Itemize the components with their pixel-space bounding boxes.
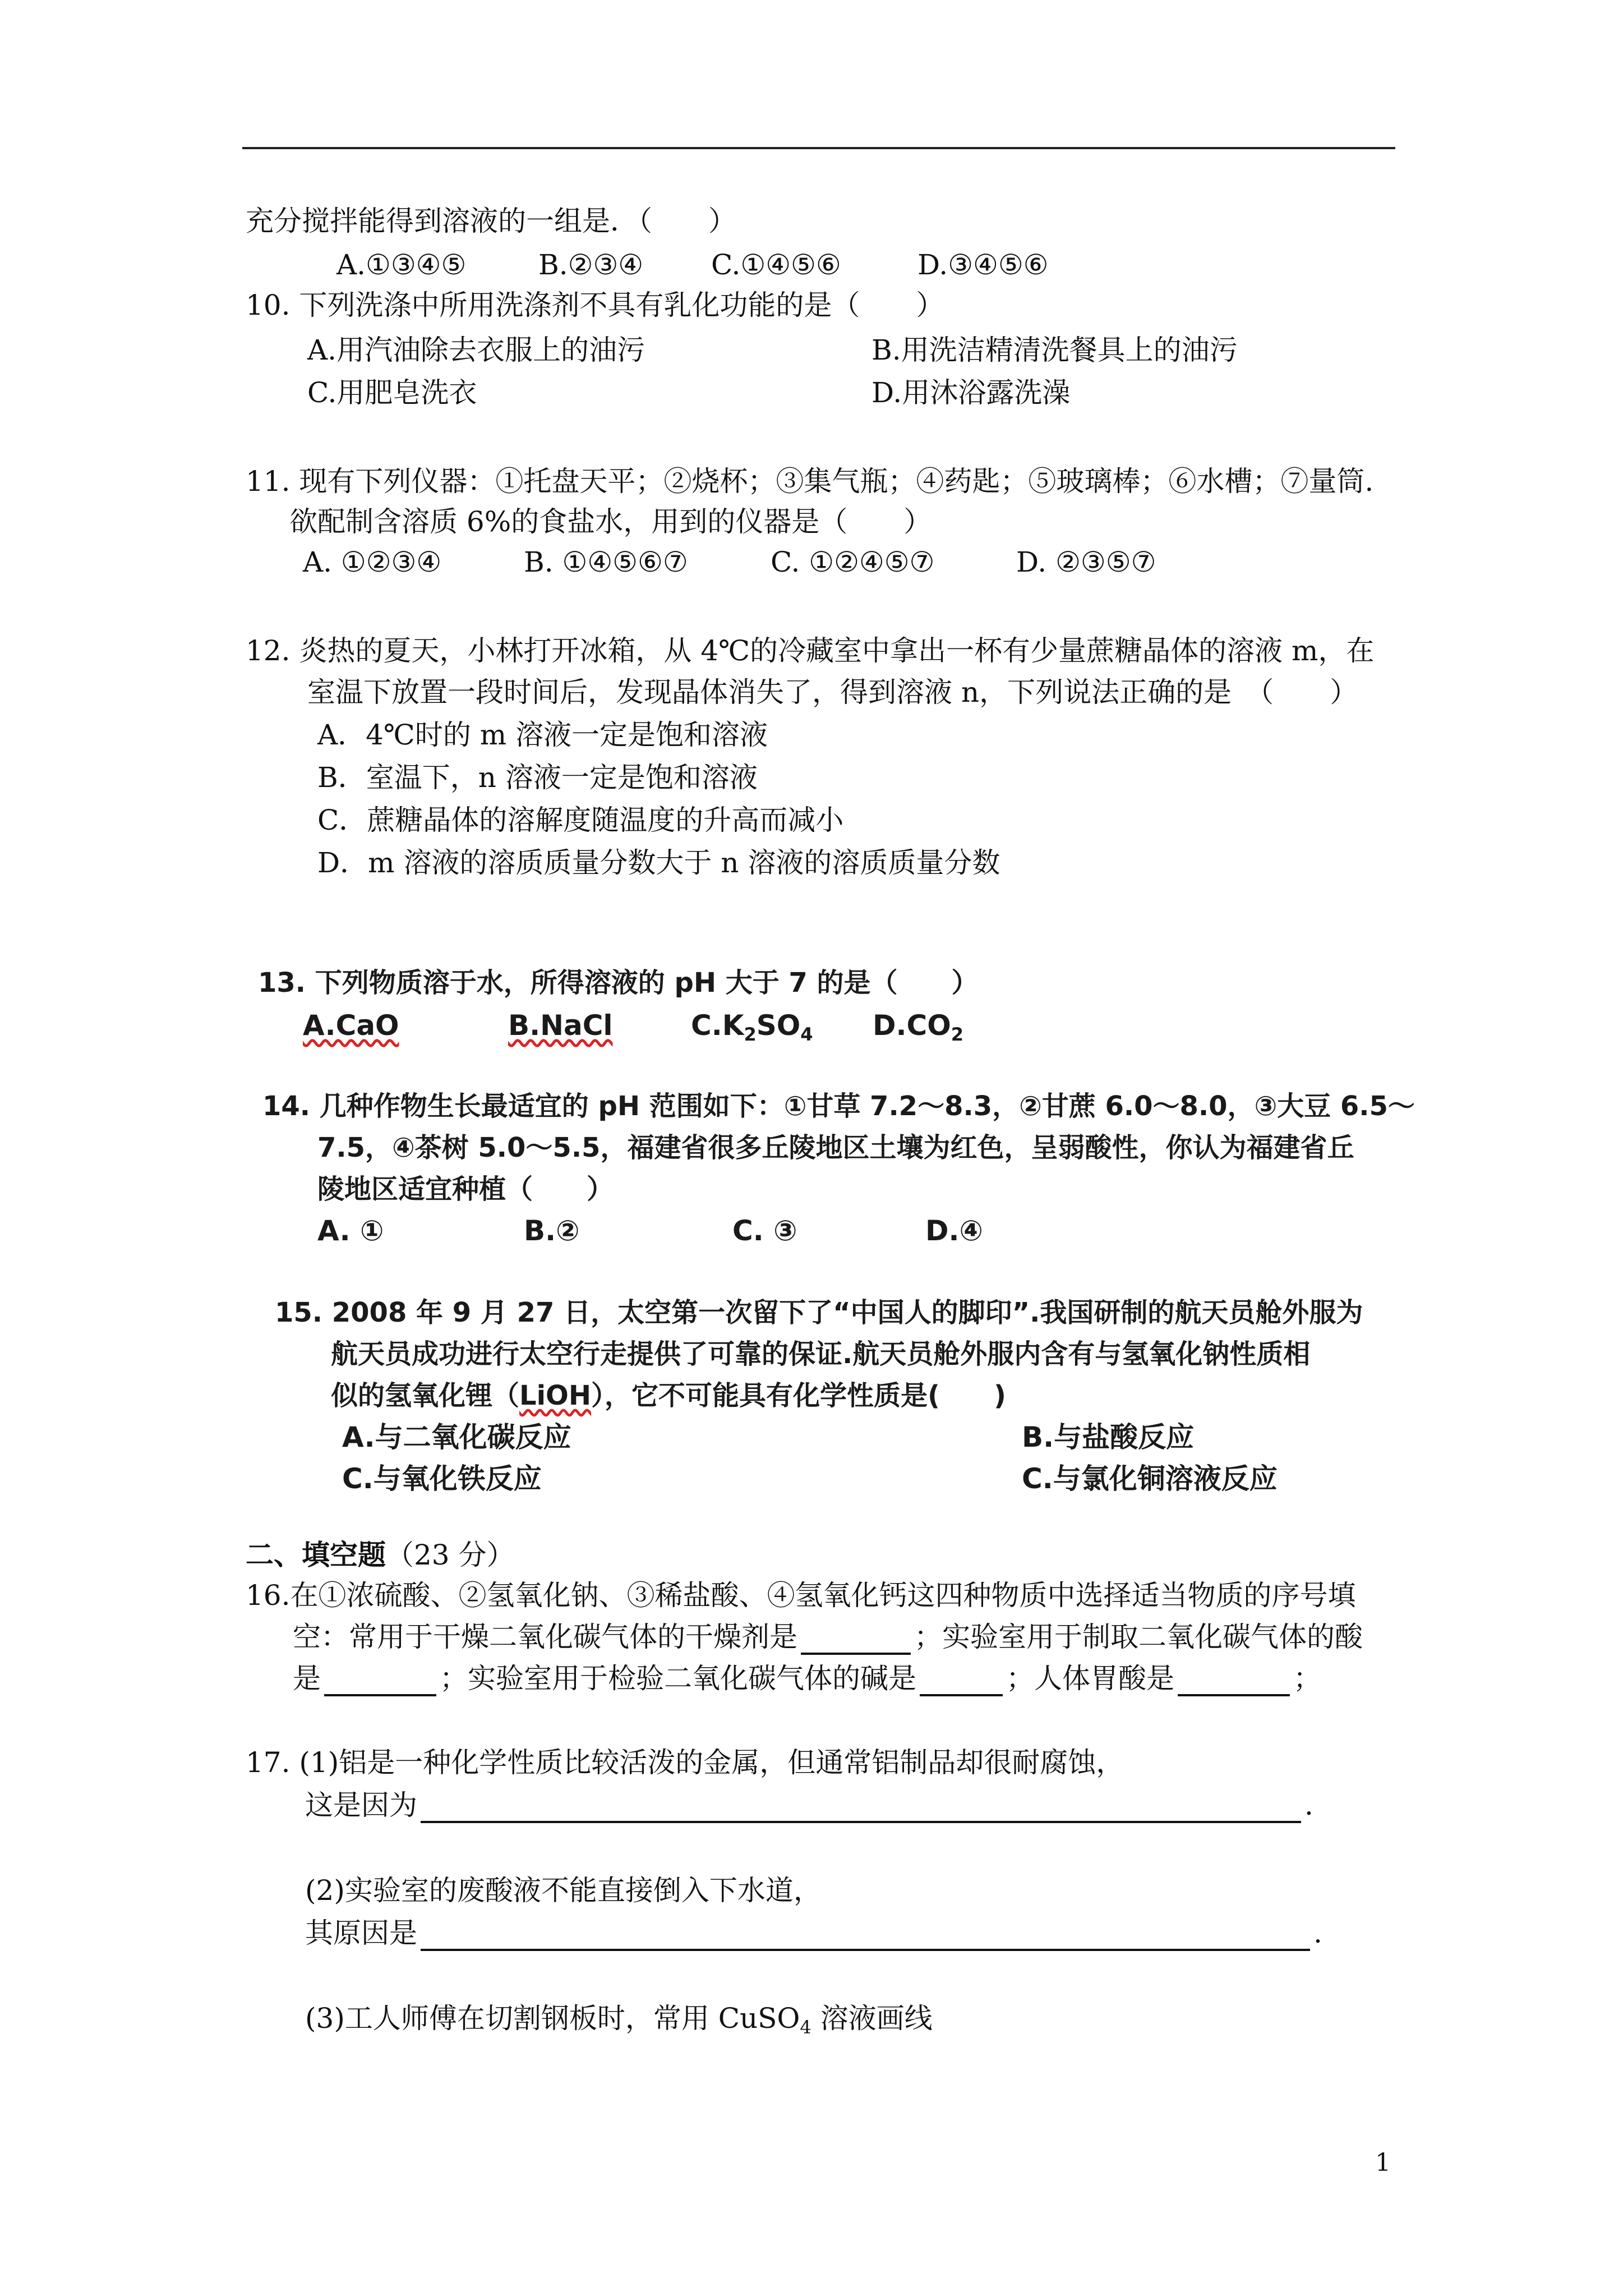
q12-stem-line2: 室温下放置一段时间后，发现晶体消失了，得到溶液 n，下列说法正确的是 （ ） <box>307 676 1358 708</box>
q12-option-d: D．m 溶液的溶质质量分数大于 n 溶液的溶质质量分数 <box>317 846 1000 879</box>
q13-option-b <box>508 1007 613 1043</box>
q15-stem-line3 <box>331 1378 1006 1414</box>
q9-option-b: B.②③④ <box>538 249 644 281</box>
q15-option-a: A.与二氧化碳反应 <box>342 1421 571 1453</box>
page-number: 1 <box>1375 2148 1391 2177</box>
q11-option-a: A. ①②③④ <box>303 546 442 578</box>
q12-option-a: A．4℃时的 m 溶液一定是饱和溶液 <box>317 719 768 751</box>
q9-line: 充分搅拌能得到溶液的一组是．（ ） <box>246 205 736 237</box>
q14-option-c: C. ③ <box>732 1214 797 1247</box>
q11-stem-line2: 欲配制含溶质 6%的食盐水，用到的仪器是（ ） <box>289 505 932 538</box>
q16-blank-2[interactable] <box>324 1665 436 1696</box>
q13-option-a-text: A.CaO <box>303 1009 399 1042</box>
q13-option-b-text: B.NaCl <box>508 1009 613 1042</box>
q12-option-c: C．蔗糖晶体的溶解度随温度的升高而减小 <box>317 804 844 836</box>
q16-blank-3[interactable] <box>920 1665 1003 1696</box>
q14-option-d: D.④ <box>925 1214 983 1247</box>
q13-option-c-sub1: 2 <box>744 1024 757 1045</box>
q16-line2 <box>293 1619 1363 1655</box>
q16-line3-text-d: ； <box>1293 1662 1321 1695</box>
q17-blank-2[interactable] <box>421 1920 1310 1951</box>
q13-stem: 13. 下列物质溶于水，所得溶液的 pH 大于 7 的是（ ） <box>258 967 979 999</box>
section-2-title: 二、填空题 <box>246 1539 386 1571</box>
q13-option-c <box>691 1007 813 1052</box>
q16-line3-text-c: ；人体胃酸是 <box>1006 1662 1174 1695</box>
q15-option-d: C.与氯化铜溶液反应 <box>1022 1462 1278 1495</box>
q17-part1-line2 <box>305 1787 1313 1823</box>
q17-part1-end: . <box>1304 1789 1313 1821</box>
q10-option-c: C.用肥皂洗衣 <box>307 376 477 409</box>
q17-part3-line <box>305 2000 933 2045</box>
q9-option-c: C.①④⑤⑥ <box>711 249 841 281</box>
q13-option-d-sub: 2 <box>951 1024 963 1045</box>
q17-part2-label: 其原因是 <box>305 1917 417 1949</box>
q13-option-c-prefix: C.K <box>691 1009 744 1042</box>
q11-option-b: B. ①④⑤⑥⑦ <box>524 546 688 578</box>
q16-line2-text-b: ；实验室用于制取二氧化碳气体的酸 <box>914 1621 1363 1653</box>
q15-option-b: B.与盐酸反应 <box>1022 1421 1195 1453</box>
q9-option-a: A.①③④⑤ <box>336 249 467 281</box>
q9-option-d: D.③④⑤⑥ <box>917 249 1049 281</box>
q15-option-c: C.与氧化铁反应 <box>342 1462 542 1495</box>
q13-option-d-prefix: D.CO <box>873 1009 951 1042</box>
q17-part1-line1: 17. (1)铝是一种化学性质比较活泼的金属，但通常铝制品却很耐腐蚀， <box>246 1746 1124 1779</box>
q17-part3-suffix: 溶液画线 <box>811 2002 933 2035</box>
q16-line3 <box>293 1660 1321 1696</box>
q14-stem-line3: 陵地区适宜种植（ ） <box>317 1174 614 1205</box>
q17-part1-label: 这是因为 <box>305 1789 417 1821</box>
q11-stem-line1: 11. 现有下列仪器：①托盘天平；②烧杯；③集气瓶；④药匙；⑤玻璃棒；⑥水槽；⑦量筒. <box>246 465 1374 498</box>
section-2-heading <box>246 1537 515 1573</box>
q16-blank-1[interactable] <box>801 1623 911 1655</box>
section-2-score: （23 分） <box>386 1539 515 1571</box>
q13-option-c-mid: SO <box>756 1009 801 1042</box>
q14-option-b: B.② <box>524 1214 580 1247</box>
q11-option-c: C. ①②④⑤⑦ <box>771 546 935 578</box>
q16-line3-text-a: 是 <box>293 1662 321 1695</box>
q17-part2-line1: (2)实验室的废酸液不能直接倒入下水道， <box>305 1874 822 1907</box>
q14-option-a: A. ① <box>317 1214 384 1247</box>
q13-option-d <box>873 1007 963 1052</box>
q10-option-b: B.用洗洁精清洗餐具上的油污 <box>872 334 1238 366</box>
q10-option-d: D.用沐浴露洗澡 <box>872 376 1071 409</box>
q13-option-c-sub2: 4 <box>800 1024 813 1045</box>
q14-stem-line2: 7.5，④茶树 5.0～5.5，福建省很多丘陵地区土壤为红色，呈弱酸性，你认为福建省丘 <box>317 1132 1354 1163</box>
q15-stem-line3-prefix: 似的氢氧化锂（ <box>331 1380 520 1411</box>
q15-stem-line2: 航天员成功进行太空行走提供了可靠的保证.航天员舱外服内含有与氢氧化钠性质相 <box>331 1338 1311 1370</box>
q17-part3-prefix: (3)工人师傅在切割钢板时，常用 CuSO <box>305 2002 800 2035</box>
q15-stem-line3-suffix: ），它不可能具有化学性质是( ) <box>591 1380 1006 1411</box>
q16-line1: 16.在①浓硫酸、②氢氧化钠、③稀盐酸、④氢氧化钙这四种物质中选择适当物质的序号填 <box>246 1579 1356 1612</box>
q12-option-b: B．室温下，n 溶液一定是饱和溶液 <box>317 761 758 794</box>
header-rule <box>242 147 1395 149</box>
q16-blank-4[interactable] <box>1178 1665 1290 1696</box>
q15-formula: LiOH <box>519 1380 592 1411</box>
q17-part3-sub: 4 <box>800 2017 811 2038</box>
q16-line3-text-b: ；实验室用于检验二氧化碳气体的碱是 <box>440 1662 916 1695</box>
q14-stem-line1: 14. 几种作物生长最适宜的 pH 范围如下：①甘草 7.2～8.3，②甘蔗 6.0～8.0，③大豆 6.5～ <box>262 1091 1415 1122</box>
q10-stem: 10. 下列洗涤中所用洗涤剂不具有乳化功能的是（ ） <box>246 289 944 321</box>
q13-option-a <box>303 1007 399 1043</box>
q17-blank-1[interactable] <box>421 1792 1301 1823</box>
q16-line2-text-a: 空：常用于干燥二氧化碳气体的干燥剂是 <box>293 1621 797 1653</box>
q11-option-d: D. ②③⑤⑦ <box>1016 546 1156 578</box>
q17-part2-line2 <box>305 1915 1322 1951</box>
q17-part2-end: . <box>1313 1917 1322 1949</box>
q15-stem-line1: 15. 2008 年 9 月 27 日，太空第一次留下了“中国人的脚印”.我国研制的航天员舱外服为 <box>275 1297 1363 1328</box>
q12-stem-line1: 12. 炎热的夏天，小林打开冰箱，从 4℃的冷藏室中拿出一杯有少量蔗糖晶体的溶液 m，在 <box>246 634 1375 667</box>
q10-option-a: A.用汽油除去衣服上的油污 <box>307 334 645 366</box>
